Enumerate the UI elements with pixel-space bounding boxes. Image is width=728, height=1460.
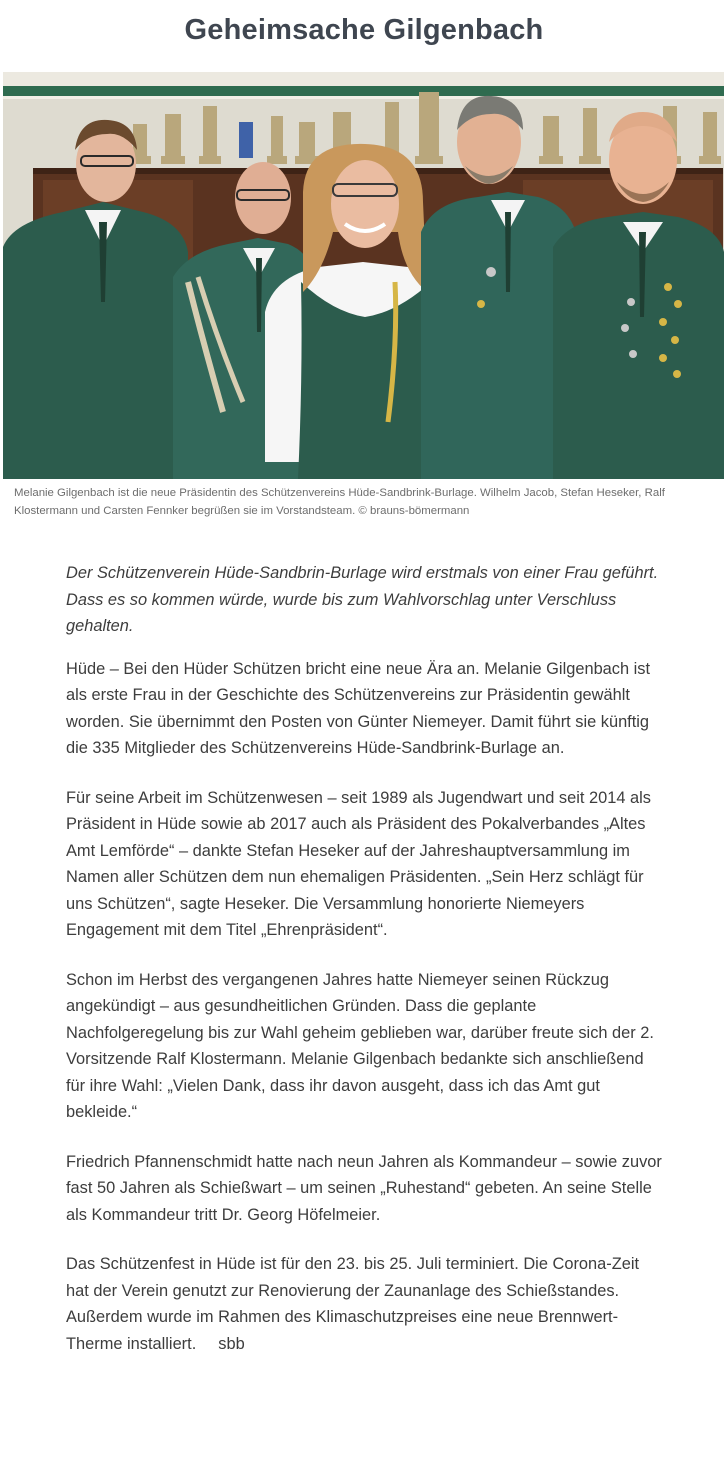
group-photo-illustration bbox=[3, 72, 724, 479]
article-photo bbox=[3, 72, 724, 479]
article-paragraph-text: Das Schützenfest in Hüde ist für den 23. bis 25. Juli terminiert. Die Corona-Zeit hat der Verein genutzt zur Renovierung der Zaunanlage des Schießstandes. Außerdem wurde im Rahmen des Klimaschutzpreises eine neue Brennwert-Therme installiert. bbox=[66, 1255, 640, 1353]
article-paragraph: Friedrich Pfannenschmidt hatte nach neun Jahren als Kommandeur – sowie zuvor fast 50 Jahren als Schießwart – um seinen „Ruhestand“ gebeten. An seine Stelle als Kommandeur tritt Dr. Georg Höfelmeier. bbox=[66, 1152, 662, 1224]
photo-caption: Melanie Gilgenbach ist die neue Präsidentin des Schützenvereins Hüde-Sandbrink-Burlage. Wilhelm Jacob, Stefan Heseker, Ralf Klostermann und Carsten Fennker begrüßen sie im Vorstandsteam. © brauns-bömermann bbox=[14, 487, 665, 517]
article-paragraph: Für seine Arbeit im Schützenwesen – seit 1989 als Jugendwart und seit 2014 als Präsident in Hüde sowie ab 2017 auch als Präsident des Pokalverbandes „Altes Amt Lemförde“ – dankte Stefan Heseker auf der Jahreshauptversammlung im Namen aller Schützen dem nun ehemaligen Präsidenten. „Sein Herz schlägt für uns Schützen“, sagte Heseker. Die Versammlung honorierte Niemeyers Engagement mit dem Titel „Ehrenpräsident“. bbox=[66, 788, 651, 939]
article-paragraph: Hüde – Bei den Hüder Schützen bricht eine neue Ära an. Melanie Gilgenbach ist als erste Frau in der Geschichte des Schützenvereins zur Präsidentin gewählt worden. Sie übernimmt den Posten von Günter Niemeyer. Damit führt sie künftig die 335 Mitglieder des Schützenvereins Hüde-Sandbrink-Burlage an. bbox=[66, 659, 651, 757]
article-paragraph: Schon im Herbst des vergangenen Jahres hatte Niemeyer seinen Rückzug angekündigt – aus gesundheitlichen Gründen. Dass die geplante Nachfolgeregelung bis zur Wahl geheim geblieben war, darüber freute sich der 2. Vorsitzende Ralf Klostermann. Melanie Gilgenbach bedankte sich anschließend für ihre Wahl: „Vielen Dank, dass ihr davon ausgeht, dass ich das Amt gut bekleide.“ bbox=[66, 970, 654, 1121]
article-body bbox=[66, 560, 666, 1357]
article-lead: Der Schützenverein Hüde-Sandbrin-Burlage wird erstmals von einer Frau geführt. Dass es so kommen würde, wurde bis zum Wahlvorschlag unter Verschluss gehalten. bbox=[66, 564, 659, 635]
article-paragraph-last bbox=[66, 1251, 666, 1357]
article-headline: Geheimsache Gilgenbach bbox=[184, 14, 544, 46]
author-signature: sbb bbox=[218, 1334, 245, 1353]
